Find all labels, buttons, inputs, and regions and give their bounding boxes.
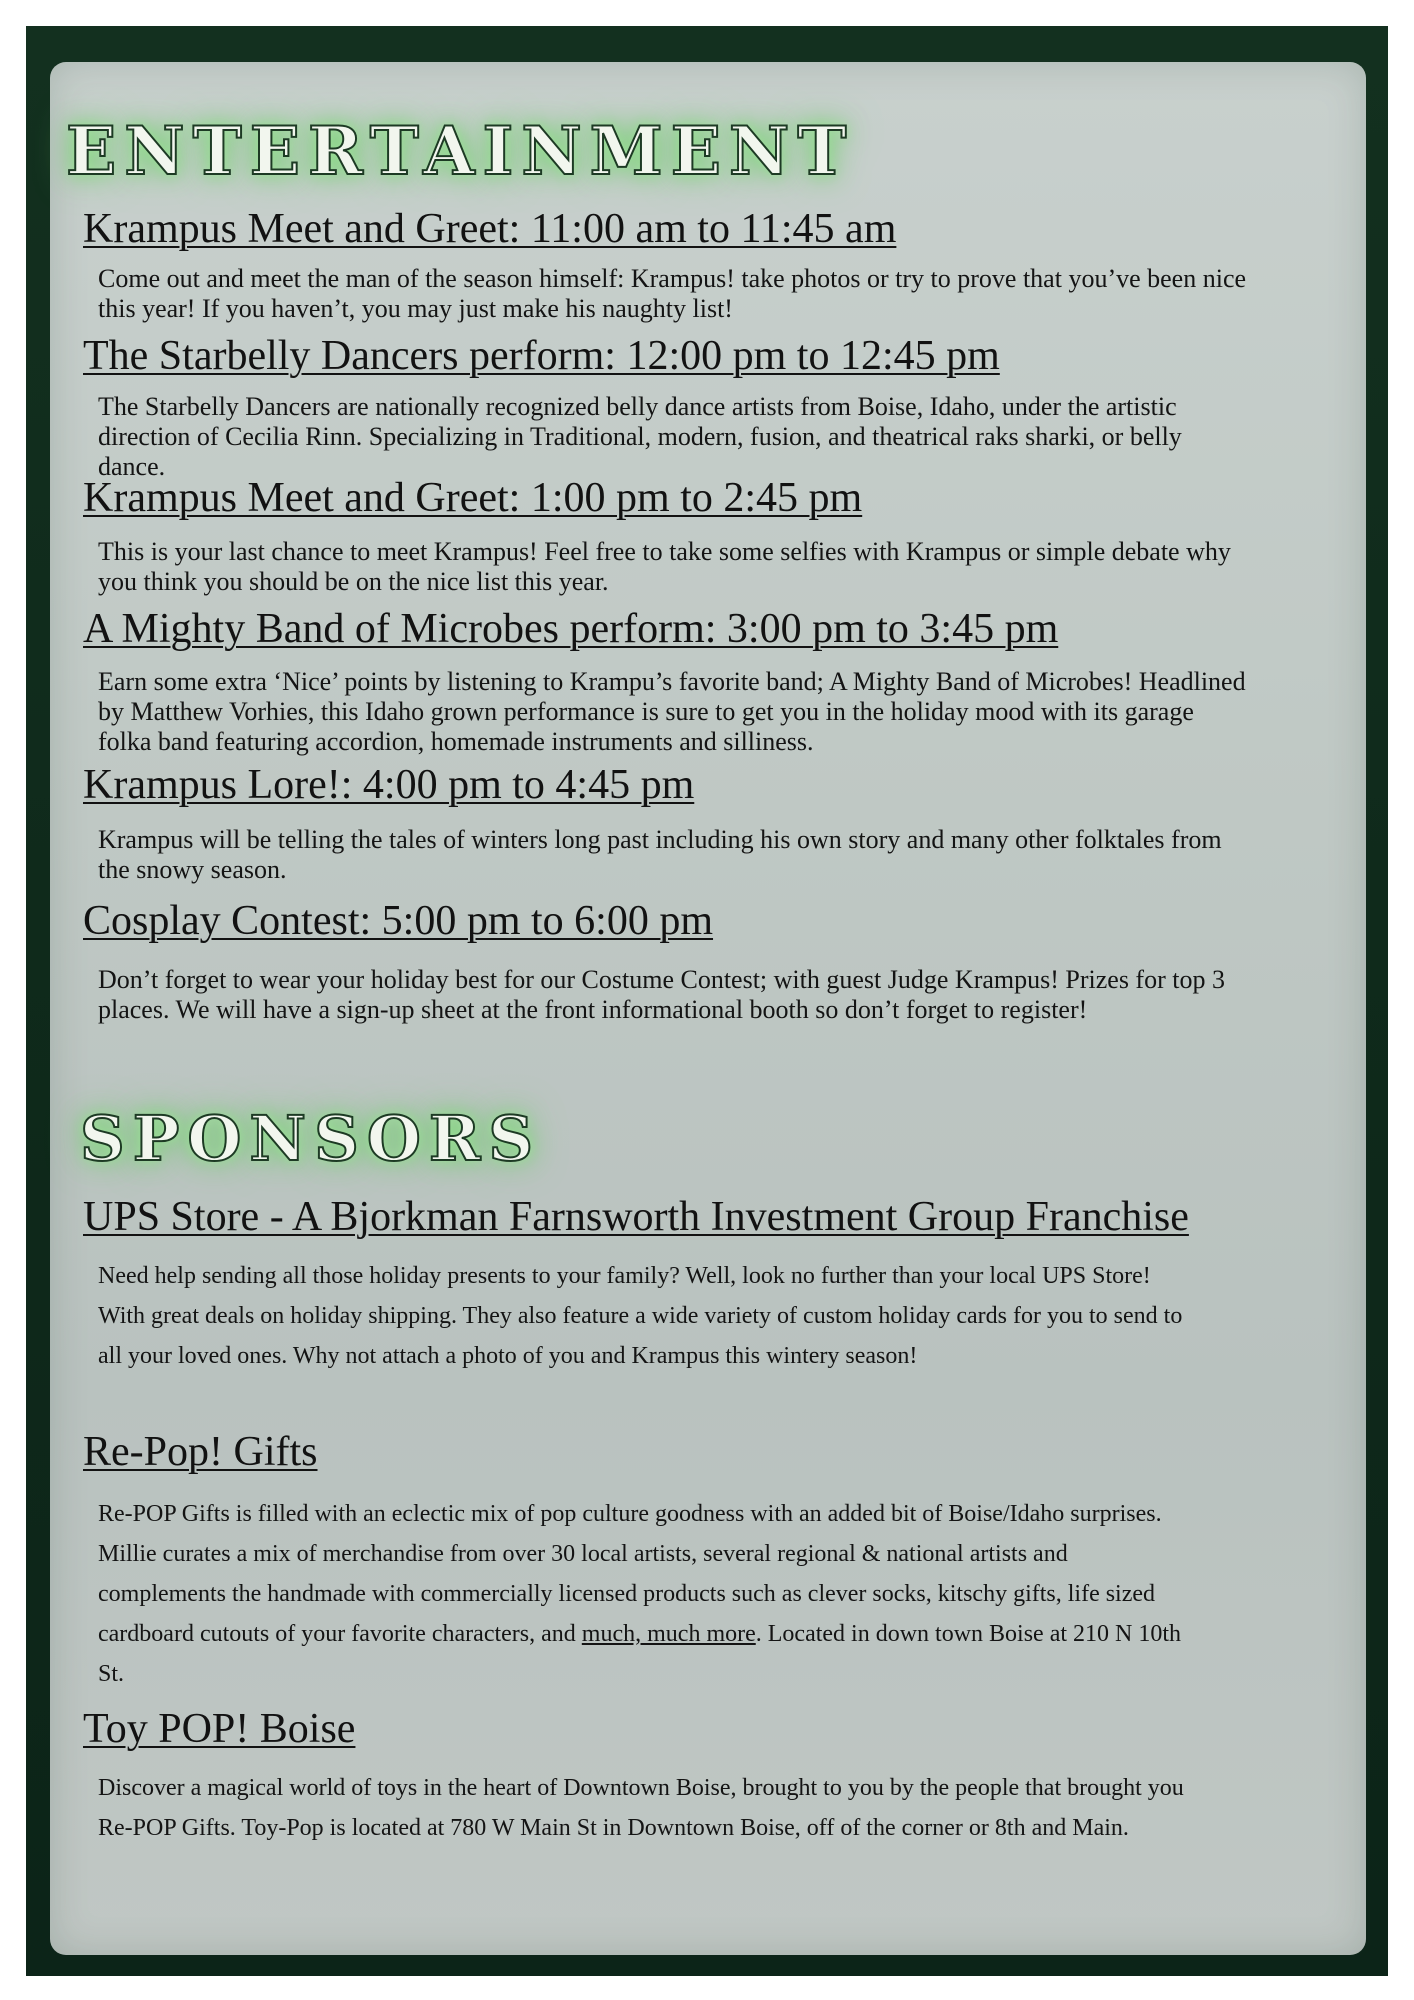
entertainment-title: ENTERTAINMENT [66, 112, 855, 190]
description-text: . Located in down town Boise at 210 N 10th St. [98, 1621, 1182, 1687]
sponsor-description: Need help sending all those holiday presents to your family? Well, look no further than your local UPS Store! With great deals on holiday shipping. They also feature a wide variety of custom holiday cards for you to send to all your loved ones. Why not attach a photo of you and Krampus this wintery season! [98, 1263, 1183, 1369]
event-description: Come out and meet the man of the season himself: Krampus! take photos or try to prove that you’ve been nice this year! If you haven’t, you may just make his naughty list! [98, 264, 1247, 323]
event-description: Don’t forget to wear your holiday best for our Costume Contest; with guest Judge Krampus! Prizes for top 3 places. We will have a sign-up sheet at the front informational booth so don’t forget to register! [98, 965, 1225, 1024]
event-heading-cosplay-contest: Cosplay Contest: 5:00 pm to 6:00 pm [83, 898, 714, 944]
sponsor-description [98, 1494, 1188, 1694]
event-description: Krampus will be telling the tales of winters long past including his own story and many other folktales from the snowy season. [98, 825, 1222, 884]
event-heading-mighty-band: A Mighty Band of Microbes perform: 3:00 pm to 3:45 pm [83, 606, 1059, 652]
sponsor-description: Discover a magical world of toys in the heart of Downtown Boise, brought to you by the people that brought you Re-POP Gifts. Toy-Pop is located at 780 W Main St in Downtown Boise, off of the corner or 8th and Main. [98, 1775, 1184, 1841]
sponsor-heading-ups-store: UPS Store - A Bjorkman Farnsworth Investment Group Franchise [83, 1194, 1189, 1240]
description-text: Re-POP Gifts is filled with an eclectic mix of pop culture goodness with an added bit of Boise/Idaho surprises. Millie curates a mix of merchandise from over 30 local artists, several regional & national artists and complements the handmade with commercially licensed products such as clever socks, kitschy gifts, life sized cardboard cutouts of your favorite characters, and [98, 1501, 1162, 1647]
sponsor-heading-toy-pop-boise: Toy POP! Boise [83, 1706, 356, 1752]
sponsor-heading-re-pop-gifts: Re-Pop! Gifts [83, 1429, 318, 1475]
event-heading-krampus-lore: Krampus Lore!: 4:00 pm to 4:45 pm [83, 762, 695, 808]
event-heading-krampus-meet-1: Krampus Meet and Greet: 11:00 am to 11:45 am [83, 206, 897, 252]
event-heading-krampus-meet-2: Krampus Meet and Greet: 1:00 pm to 2:45 pm [83, 475, 863, 521]
event-description: The Starbelly Dancers are nationally recognized belly dance artists from Boise, Idaho, under the artistic direction of Cecilia Rinn. Specializing in Traditional, modern, fusion, and theatrical raks sharki, or belly dance. [98, 392, 1182, 481]
sponsors-title: SPONSORS [80, 1102, 542, 1175]
event-description: Earn some extra ‘Nice’ points by listening to Krampu’s favorite band; A Mighty Band of Microbes! Headlined by Matthew Vorhies, this Idaho grown performance is sure to get you in the holiday mood with its garage folka band featuring accordion, homemade instruments and silliness. [98, 667, 1246, 756]
event-heading-starbelly-dancers: The Starbelly Dancers perform: 12:00 pm to 12:45 pm [83, 333, 1000, 379]
event-description: This is your last chance to meet Krampus! Feel free to take some selfies with Krampus or simple debate why you think you should be on the nice list this year. [98, 537, 1231, 596]
much-more-link[interactable]: much, much more [581, 1621, 756, 1647]
